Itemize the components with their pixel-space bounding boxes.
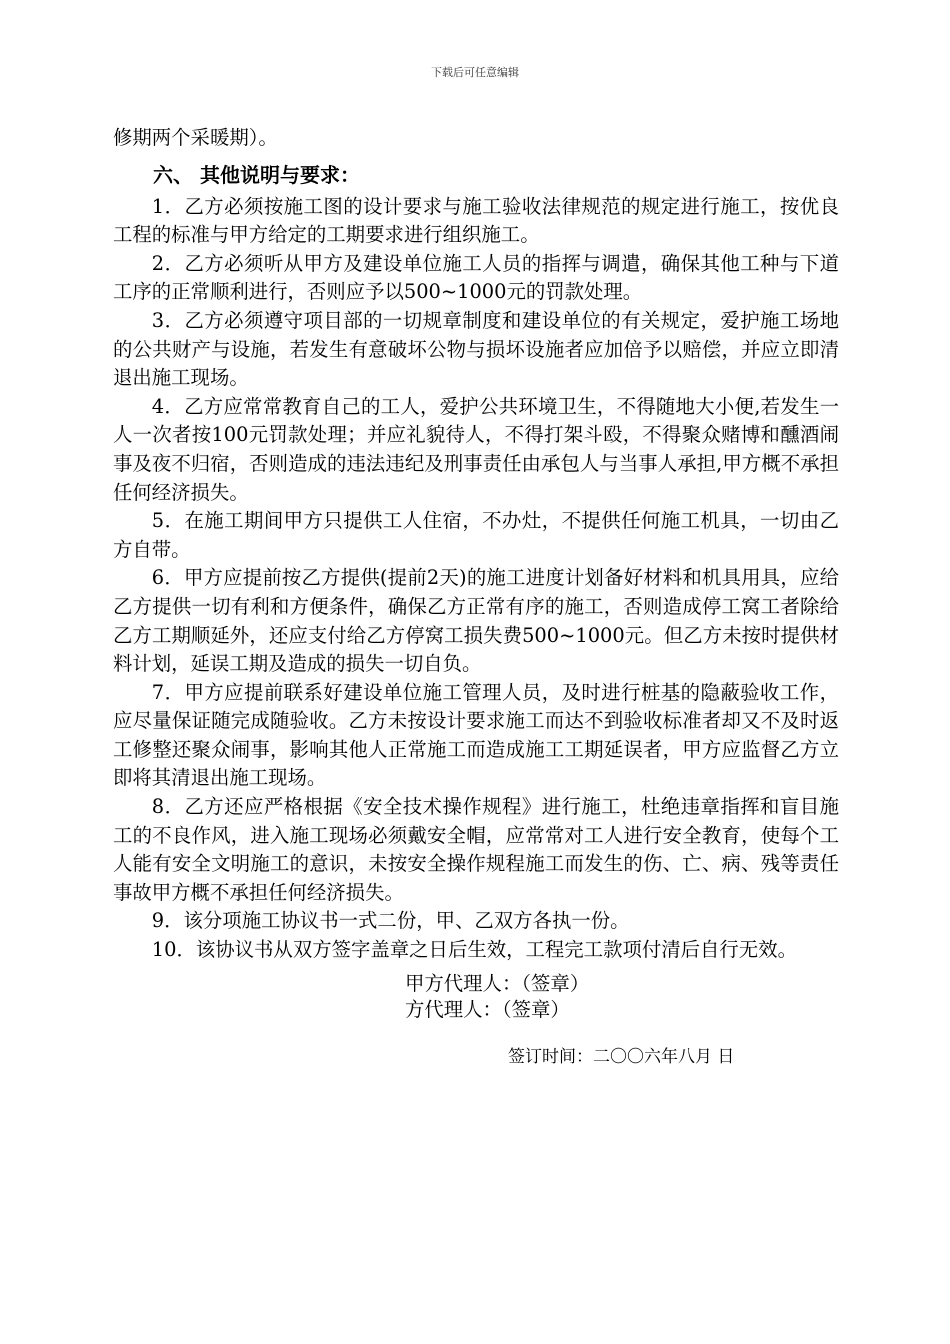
page-header: 下载后可任意编辑 [431, 66, 519, 79]
clause-1: 1．乙方必须按施工图的设计要求与施工验收法律规范的规定进行施工，按优良工程的标准与甲方给定的工期要求进行组织施工。 [113, 194, 839, 247]
clause-4: 4．乙方应常常教育自己的工人，爱护公共环境卫生，不得随地大小便,若发生一人一次者按100元罚款处理；并应礼貌待人，不得打架斗殴，不得聚众赌博和醺酒闹事及夜不归宿，否则造成的违法违纪及刑事责任由承包人与当事人承担,甲方概不承担任何经济损失。 [113, 394, 839, 504]
clause-9: 9．该分项施工协议书一式二份，甲、乙双方各执一份。 [151, 909, 630, 933]
party-b-signature: 方代理人：（签章） [405, 998, 570, 1021]
document-body [113, 124, 839, 965]
party-a-signature: 甲方代理人：（签章） [405, 972, 590, 995]
clause-10: 10．该协议书从双方签字盖章之日后生效，工程完工款项付清后自行无效。 [151, 938, 797, 962]
clause-8: 8．乙方还应严格根据《安全技术操作规程》进行施工，杜绝违章指挥和盲目施工的不良作风，进入施工现场必须戴安全帽，应常常对工人进行安全教育，使每个工人能有安全文明施工的意识，未按安全操作规程施工而发生的伤、亡、病、残等责任事故甲方概不承担任何经济损失。 [113, 795, 839, 904]
clause-2: 2．乙方必须听从甲方及建设单位施工人员的指挥与调遣，确保其他工种与下道工序的正常顺利进行，否则应予以500~1000元的罚款处理。 [113, 251, 839, 304]
clause-7: 7．甲方应提前联系好建设单位施工管理人员，及时进行桩基的隐蔽验收工作，应尽量保证随完成随验收。乙方未按设计要求施工而达不到验收标准者却又不及时返工修整还聚众闹事，影响其他人正常施工而造成施工工期延误者，甲方应监督乙方立即将其清退出施工现场。 [113, 680, 839, 790]
clause-3: 3．乙方必须遵守项目部的一切规章制度和建设单位的有关规定，爱护施工场地的公共财产与设施，若发生有意破坏公物与损坏设施者应加倍予以赔偿，并应立即清退出施工现场。 [113, 308, 839, 390]
signing-date: 签订时间：二〇〇六年八月 日 [508, 1047, 735, 1067]
section-title: 六、 其他说明与要求： [153, 162, 360, 187]
clause-6: 6．甲方应提前按乙方提供(提前2天)的施工进度计划备好材料和机具用具，应给乙方提供一切有利和方便条件，确保乙方正常有序的施工，否则造成停工窝工者除给乙方工期顺延外，还应支付给乙方停窝工损失费500~1000元。但乙方未按时提供材料计划，延误工期及造成的损失一切自负。 [113, 566, 839, 676]
intro-line: 修期两个采暖期）。 [113, 126, 278, 149]
clause-5: 5．在施工期间甲方只提供工人住宿，不办灶，不提供任何施工机具，一切由乙方自带。 [113, 509, 839, 561]
